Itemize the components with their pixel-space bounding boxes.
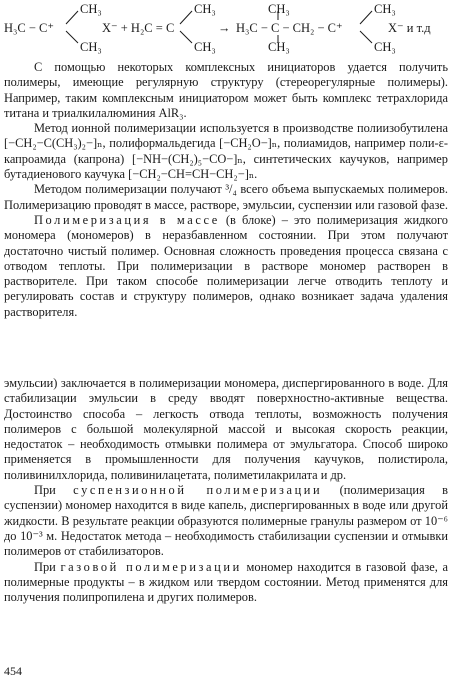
methyl-top-2: CH₃: [194, 2, 216, 16]
methyl-bottom-1: CH₃: [80, 40, 102, 54]
paragraph-gas: [4, 560, 448, 606]
methyl-bottom-3: CH₃: [268, 40, 290, 54]
methyl-top-1: CH₃: [80, 2, 102, 16]
paragraph-emulsion: эмульсии) заключается в полимеризации мономера, диспергированного в воде. Для стабилизации эмульсии в среду вводят поверхностно-активные вещества. Достоинство способа – легкость отвода теплоты, возможность получения полимеров с большой молекулярной массой и высокая скорость реакции, недостаток – необходимость отмывки полимера от эмульгатора. Способ широко применяется в промышленности для получения каучуков, полистирола, поливинилхлорида, поливинилацетата, полиметилакрилата и др.: [4, 376, 448, 482]
methyl-top-3: CH₃: [268, 2, 290, 16]
term-bulk: Полимеризация в массе: [34, 212, 220, 227]
text-section-top: [4, 60, 448, 320]
term-suspension: суспензионной полимеризации: [73, 483, 323, 498]
paragraph-suspension: [4, 483, 448, 559]
page-number: 454: [4, 664, 22, 678]
counterion-and-monomer: X⁻ + H₂C = C: [102, 21, 175, 35]
gas-text: мономер находится в газовой фазе, а полимерные продукты – в жидком или твердом состоянии. Метод применятся для получения полипропилена и других полимеров.: [4, 559, 449, 605]
reaction-arrow: →: [218, 21, 231, 35]
term-gas: газовой полимеризации: [60, 559, 242, 574]
methyl-bottom-4: CH₃: [374, 40, 396, 54]
text-section-bottom: [4, 376, 448, 605]
suspension-lead: При: [34, 483, 74, 498]
reaction-tail: X⁻ и т.д: [388, 21, 431, 35]
ion-left: H₃C − C⁺: [4, 21, 54, 35]
product-chain: H₃C − C − CH₂ − C⁺: [236, 21, 343, 35]
paragraph-bulk: [4, 213, 448, 320]
paragraph-share: Методом полимеризации получают ³/₄ всего объема выпускаемых полимеров. Полимеризацию проводят в массе, растворе, эмульсии, суспензии или газовой фазе.: [4, 182, 449, 212]
methyl-bottom-2: CH₃: [194, 40, 216, 54]
gas-lead: При: [34, 559, 61, 574]
reaction-scheme: [4, 2, 450, 58]
paragraph-ionic-method: Метод ионной полимеризации используется в производстве полиизобутилена [−CH₂−C(CH₃)₂−]ₙ, полиформальдегида [−CH₂O−]ₙ, полиамидов, например поли-ε-капроамида (капрона) [−NH−(CH₂)₅−CO−]ₙ, синтетических каучуков, например бутадиенового каучука [−CH₂−CH=CH−CH₂−]ₙ.: [4, 121, 448, 182]
suspension-text: (полимеризация в суспензии) мономер находится в виде капель, диспергированных в воде или другой жидкости. В результате реакции образуются полимерные гранулы размером от 10⁻⁶ до 10⁻³ м. Недостаток метода – необходимость стабилизации суспензии и отмывки полимеров от стабилизаторов.: [4, 483, 448, 559]
bulk-text: (в блоке) – это полимеризация жидкого мономера (мономеров) в неразбавленном состоянии. При этом получают достаточно чистый полимер. Основная сложность проведения процесса связана с отводом теплоты. При полимеризации в растворе мономер растворен в растворителе. При таком способе полимеризации легче отводить теплоту и регулировать состав и структуру полимеров, однако возникает задача удаления растворителя.: [4, 212, 448, 319]
paragraph-initiators: С помощью некоторых комплексных инициаторов удается получить полимеры, имеющие регулярную структуру (стереорегулярные полимеры). Например, таким комплексным инициатором может быть комплекс тетрахлорида титана и триалкилалюминия AlR₃.: [4, 60, 448, 120]
methyl-top-4: CH₃: [374, 2, 396, 16]
